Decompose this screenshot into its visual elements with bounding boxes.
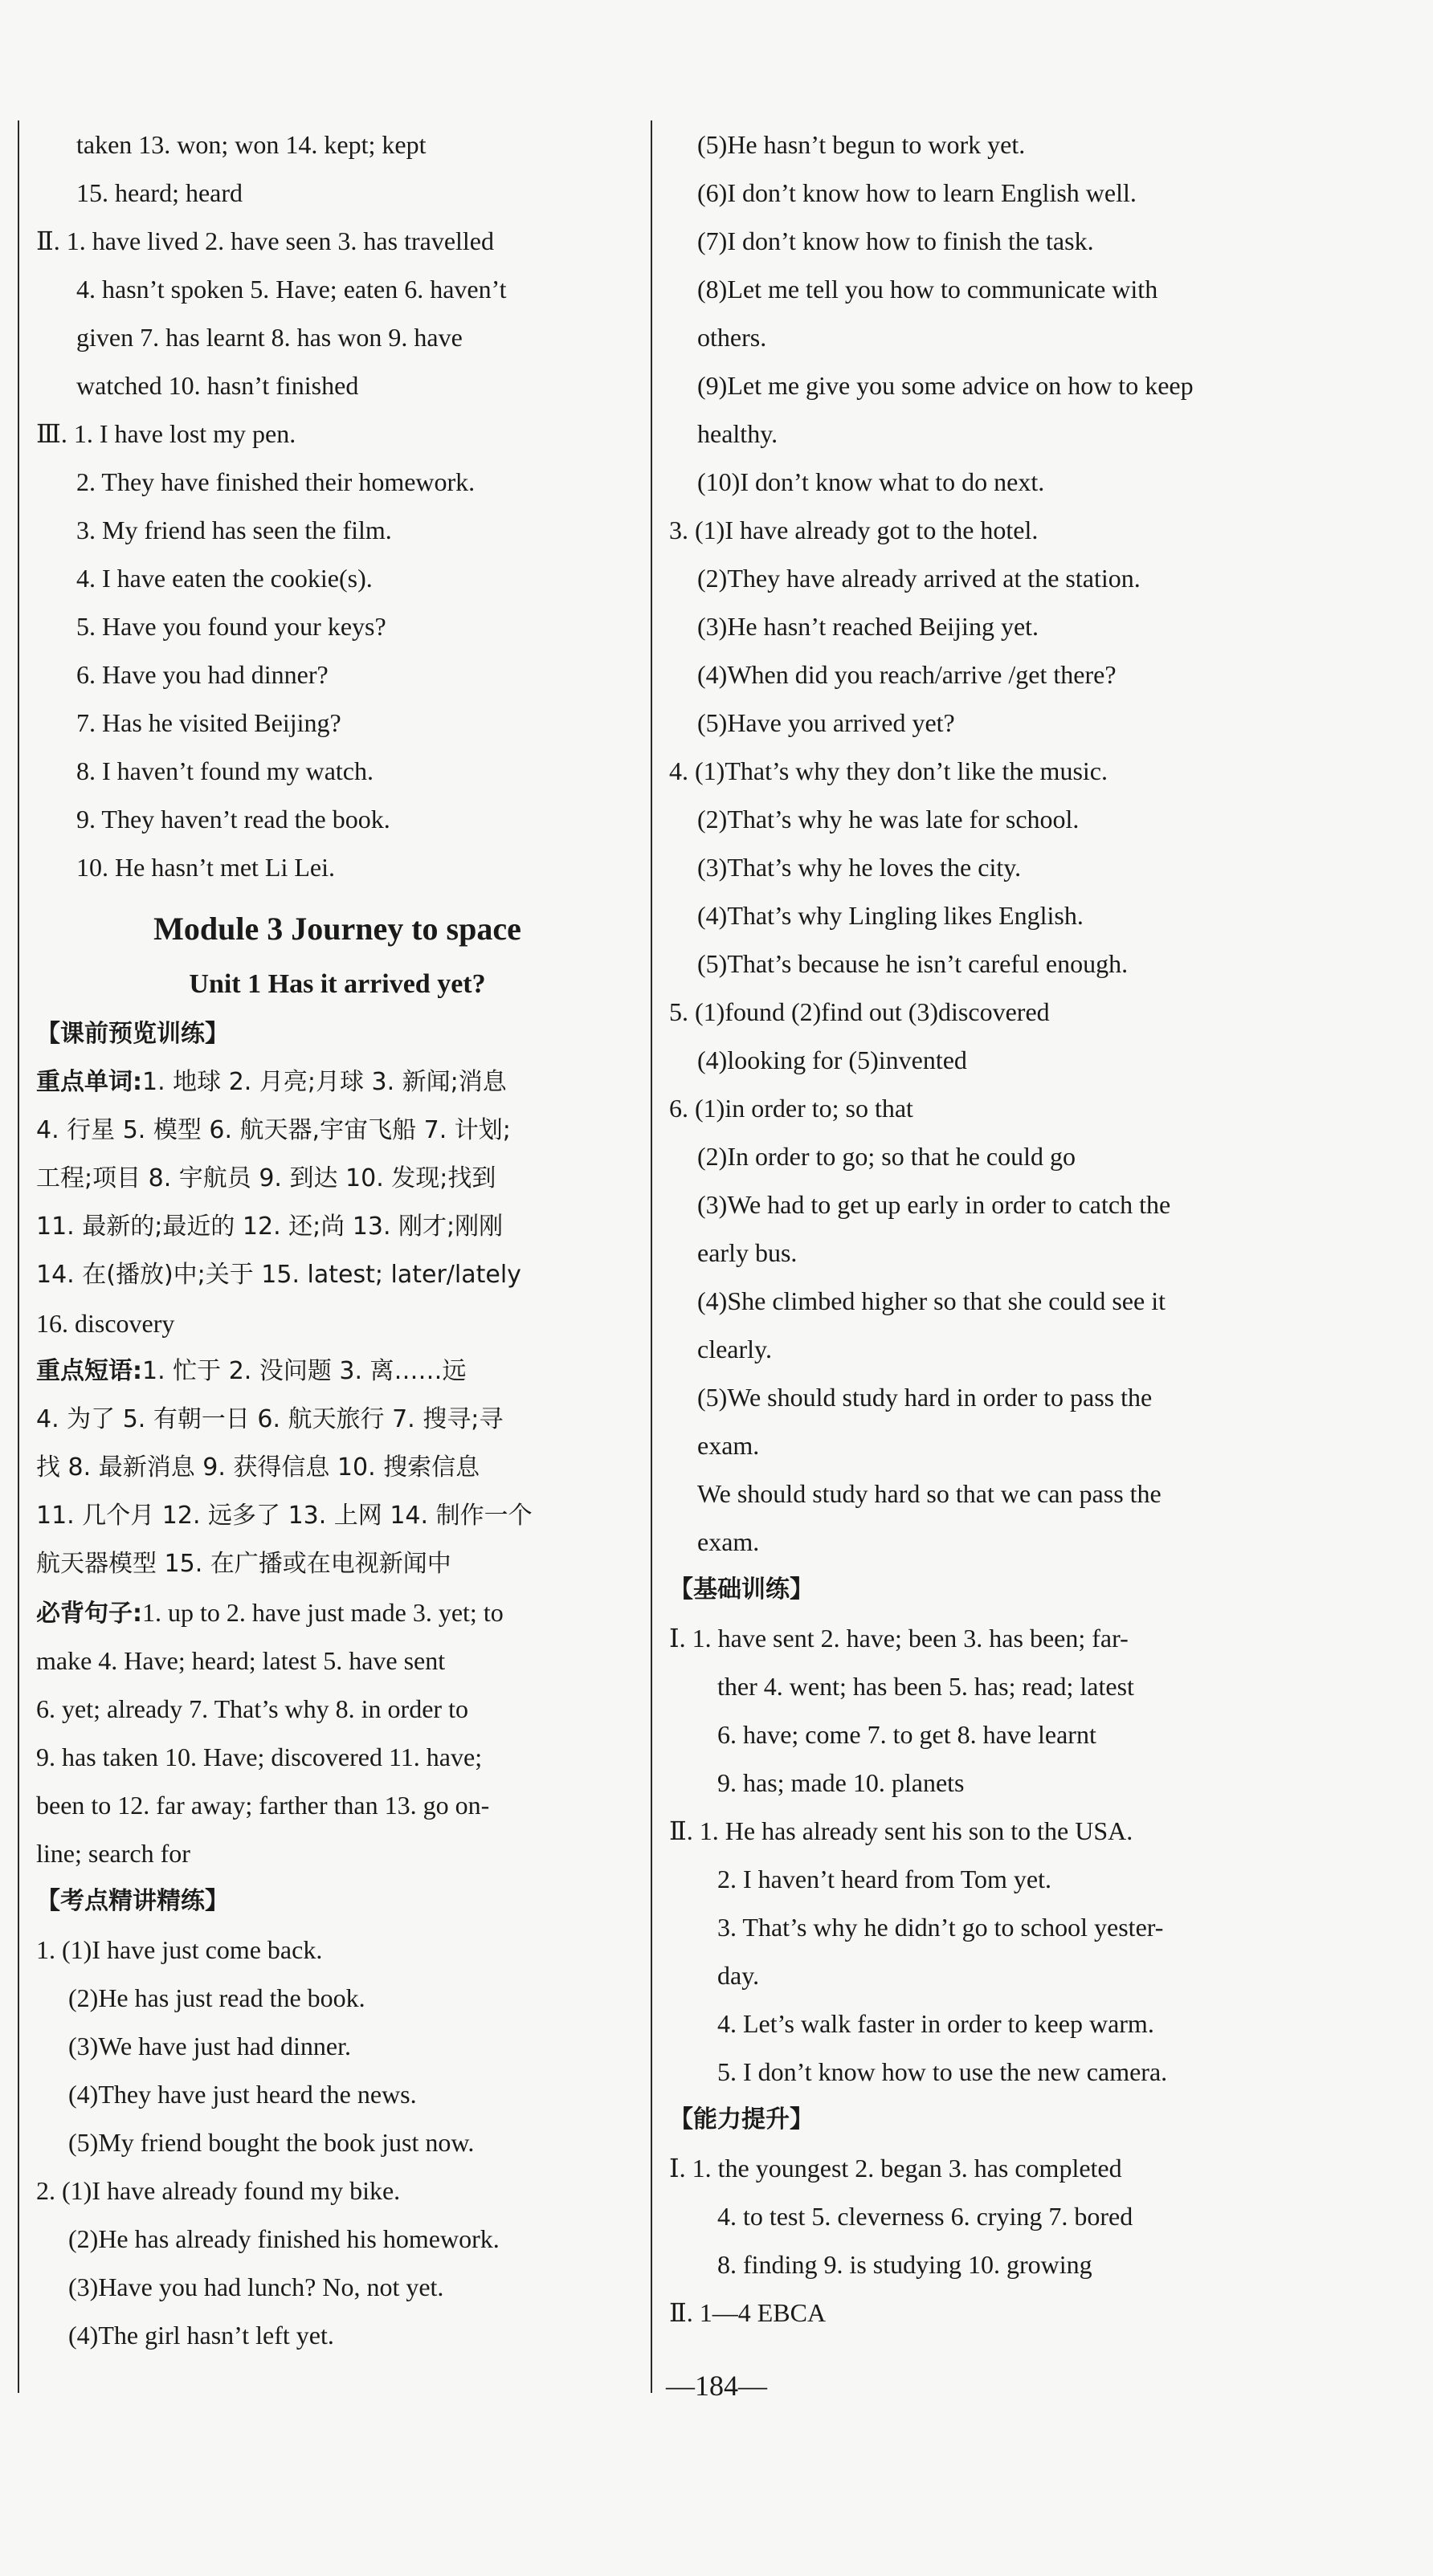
text-line: 11. 最新的;最近的 12. 还;尚 13. 刚才;刚刚: [36, 1213, 504, 1241]
text-line: (5)He hasn’t begun to work yet.: [697, 130, 1026, 159]
page-number: —184—: [666, 2370, 767, 2402]
text-line: (3)He hasn’t reached Beijing yet.: [697, 612, 1039, 641]
left-column: [36, 120, 639, 2359]
section-heading: 【能力提升】: [669, 2105, 814, 2134]
text-line: clearly.: [697, 1335, 772, 1363]
text-line: given 7. has learnt 8. has won 9. have: [76, 323, 463, 352]
vocab-line: 1. 地球 2. 月亮;月球 3. 新闻;消息: [142, 1068, 507, 1096]
unit-title: Unit 1 Has it arrived yet?: [189, 969, 486, 999]
text-line: 6. yet; already 7. That’s why 8. in order to: [36, 1694, 468, 1723]
text-line: Ⅰ. 1. the youngest 2. began 3. has completed: [669, 2154, 1122, 2183]
text-line: taken 13. won; won 14. kept; kept: [76, 130, 427, 159]
text-line: (4)looking for (5)invented: [697, 1045, 967, 1074]
right-column: [669, 120, 1272, 2337]
text-line: 5. I don’t know how to use the new camera.: [717, 2057, 1168, 2086]
text-line: watched 10. hasn’t finished: [76, 371, 359, 400]
text-line: (7)I don’t know how to finish the task.: [697, 226, 1094, 255]
text-line: [36, 1588, 639, 1636]
sentence-label: 必背句子:: [36, 1600, 142, 1628]
text-line: 15. heard; heard: [76, 178, 243, 207]
text-line: (4)They have just heard the news.: [68, 2080, 417, 2109]
text-line: 4. 行星 5. 模型 6. 航天器,宇宙飞船 7. 计划;: [36, 1116, 511, 1144]
module-title: Module 3 Journey to space: [153, 911, 521, 947]
text-line: Ⅰ. 1. have sent 2. have; been 3. has been; far-: [669, 1624, 1129, 1653]
section-heading: 【考点精讲精练】: [36, 1887, 229, 1915]
text-line: 9. They haven’t read the book.: [76, 805, 390, 834]
text-line: 10. He hasn’t met Li Lei.: [76, 853, 335, 882]
text-line: 3. That’s why he didn’t go to school yester-: [717, 1913, 1164, 1942]
text-line: (5)That’s because he isn’t careful enough.: [697, 949, 1129, 978]
text-line: been to 12. far away; farther than 13. go on-: [36, 1791, 490, 1820]
text-line: others.: [697, 323, 767, 352]
text-line: ther 4. went; has been 5. has; read; latest: [717, 1672, 1134, 1701]
text-line: (2)He has just read the book.: [68, 1983, 365, 2012]
text-line: 4. to test 5. cleverness 6. crying 7. bored: [717, 2202, 1133, 2231]
text-line: early bus.: [697, 1238, 798, 1267]
text-line: (4)When did you reach/arrive /get there?: [697, 660, 1117, 689]
text-line: 9. has taken 10. Have; discovered 11. have;: [36, 1742, 483, 1771]
text-line: (5)My friend bought the book just now.: [68, 2128, 475, 2157]
text-line: 4. 为了 5. 有朝一日 6. 航天旅行 7. 搜寻;寻: [36, 1405, 504, 1433]
text-line: 5. (1)found (2)find out (3)discovered: [669, 997, 1050, 1026]
text-line: (8)Let me tell you how to communicate with: [697, 275, 1158, 304]
text-line: (2)He has already finished his homework.: [68, 2224, 500, 2253]
text-line: (4)She climbed higher so that she could see it: [697, 1286, 1166, 1315]
text-line: 3. My friend has seen the film.: [76, 516, 392, 544]
text-line: 6. Have you had dinner?: [76, 660, 329, 689]
text-line: 4. hasn’t spoken 5. Have; eaten 6. haven’t: [76, 275, 507, 304]
text-line: 4. Let’s walk faster in order to keep warm.: [717, 2009, 1154, 2038]
text-line: Ⅲ. 1. I have lost my pen.: [36, 419, 296, 448]
text-line: (3)We have just had dinner.: [68, 2032, 351, 2060]
text-line: 找 8. 最新消息 9. 获得信息 10. 搜索信息: [36, 1453, 480, 1482]
text-line: 2. I haven’t heard from Tom yet.: [717, 1865, 1052, 1893]
text-line: 1. (1)I have just come back.: [36, 1935, 323, 1964]
text-line: exam.: [697, 1527, 760, 1556]
text-line: (2)They have already arrived at the station.: [697, 564, 1141, 593]
text-line: 航天器模型 15. 在广播或在电视新闻中: [36, 1550, 451, 1578]
text-line: exam.: [697, 1431, 760, 1460]
text-line: (9)Let me give you some advice on how to keep: [697, 371, 1194, 400]
text-line: 6. (1)in order to; so that: [669, 1094, 913, 1123]
text-line: 8. I haven’t found my watch.: [76, 756, 374, 785]
text-line: day.: [717, 1961, 760, 1990]
text-line: We should study hard so that we can pass the: [697, 1479, 1162, 1508]
text-line: line; search for: [36, 1839, 190, 1868]
column-divider: [651, 120, 652, 2393]
text-line: (2)In order to go; so that he could go: [697, 1142, 1076, 1171]
text-line: 7. Has he visited Beijing?: [76, 708, 341, 737]
text-line: make 4. Have; heard; latest 5. have sent: [36, 1646, 446, 1675]
section-heading: 【基础训练】: [669, 1575, 814, 1604]
text-line: (3)That’s why he loves the city.: [697, 853, 1022, 882]
text-line: (3)We had to get up early in order to catch the: [697, 1190, 1171, 1219]
phrase-line: 1. 忙于 2. 没问题 3. 离……远: [142, 1357, 467, 1385]
text-line: 工程;项目 8. 宇航员 9. 到达 10. 发现;找到: [36, 1164, 496, 1192]
text-line: (6)I don’t know how to learn English well.: [697, 178, 1137, 207]
vocab-label: 重点单词:: [36, 1068, 142, 1096]
text-line: 16. discovery: [36, 1309, 175, 1338]
text-line: 11. 几个月 12. 远多了 13. 上网 14. 制作一个: [36, 1502, 533, 1530]
text-line: (4)That’s why Lingling likes English.: [697, 901, 1084, 930]
text-line: (4)The girl hasn’t left yet.: [68, 2321, 334, 2350]
text-line: (3)Have you had lunch? No, not yet.: [68, 2272, 444, 2301]
text-line: Ⅱ. 1—4 EBCA: [669, 2298, 827, 2327]
text-line: 9. has; made 10. planets: [717, 1768, 965, 1797]
text-line: [36, 1058, 639, 1107]
text-line: 3. (1)I have already got to the hotel.: [669, 516, 1039, 544]
text-line: healthy.: [697, 419, 778, 448]
sentence-line: 1. up to 2. have just made 3. yet; to: [142, 1598, 504, 1627]
text-line: (5)Have you arrived yet?: [697, 708, 955, 737]
text-line: 14. 在(播放)中;关于 15. latest; later/lately: [36, 1261, 521, 1289]
text-line: (5)We should study hard in order to pass the: [697, 1383, 1153, 1412]
text-line: 5. Have you found your keys?: [76, 612, 386, 641]
text-line: (2)That’s why he was late for school.: [697, 805, 1080, 834]
text-line: (10)I don’t know what to do next.: [697, 467, 1045, 496]
text-line: 8. finding 9. is studying 10. growing: [717, 2250, 1092, 2279]
text-line: 2. They have finished their homework.: [76, 467, 476, 496]
text-line: Ⅱ. 1. have lived 2. have seen 3. has travelled: [36, 226, 494, 255]
text-line: 6. have; come 7. to get 8. have learnt: [717, 1720, 1096, 1749]
phrase-label: 重点短语:: [36, 1357, 142, 1385]
text-line: 2. (1)I have already found my bike.: [36, 2176, 401, 2205]
section-heading: 【课前预览训练】: [36, 1020, 229, 1048]
text-line: Ⅱ. 1. He has already sent his son to the USA.: [669, 1816, 1133, 1845]
text-line: [36, 1347, 639, 1396]
left-margin-rule: [18, 120, 19, 2393]
text-line: 4. (1)That’s why they don’t like the music.: [669, 756, 1108, 785]
text-line: 4. I have eaten the cookie(s).: [76, 564, 373, 593]
